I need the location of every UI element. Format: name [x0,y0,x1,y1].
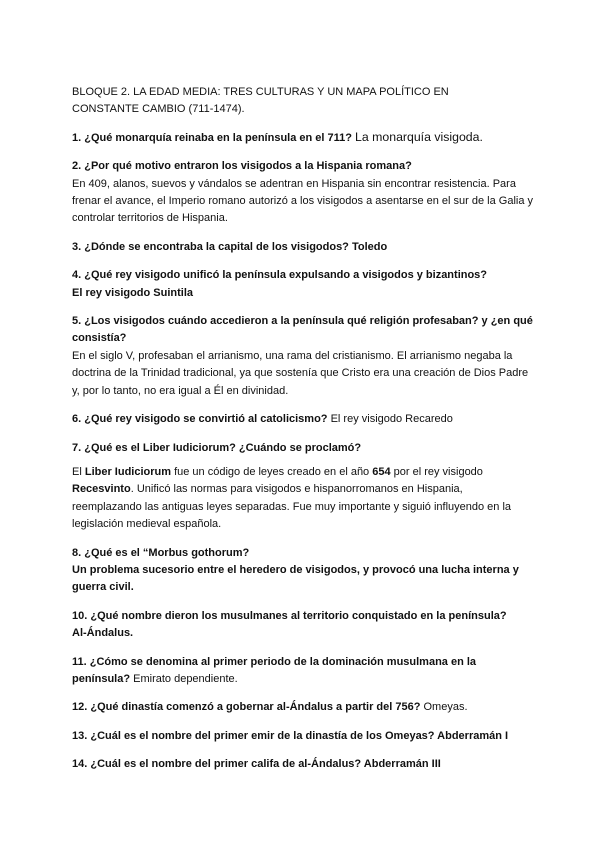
question-7-answer [72,464,534,534]
question-4 [72,267,534,302]
question-5-text: 5. ¿Los visigodos cuándo accedieron a la península qué religión profesaban? y ¿en qué consistía? [72,315,533,345]
question-11-line [72,654,534,689]
question-7 [72,440,534,534]
question-4-answer: El rey visigodo Suintila [72,286,194,299]
question-10 [72,608,534,643]
question-6-answer: El rey visigodo Recaredo [330,413,453,426]
question-13-text: 13. ¿Cuál es el nombre del primer emir de la dinastía de los Omeyas? Abderramán I [72,729,509,742]
q7-answer-part-1: El [72,465,85,478]
q7-answer-part-4: . Unificó las normas para visigodos e hispanorromanos en Hispania, reemplazando las antiguas leyes separadas. Fue muy importante y siguió influyendo en la legislación medieval española. [72,483,512,531]
q7-answer-part-3: por el rey visigodo [390,465,483,478]
q7-answer-part-2: fue un código de leyes creado en el año [171,465,373,478]
document-header [72,84,534,119]
question-12 [72,699,534,716]
question-14-text: 14. ¿Cuál es el nombre del primer califa de al-Ándalus? Abderramán III [72,758,441,771]
question-6 [72,411,534,428]
question-1-answer: La monarquía visigoda. [355,129,483,144]
question-3 [72,239,534,256]
document-page [72,84,534,785]
question-5-answer: En el siglo V, profesaban el arrianismo, una rama del cristianismo. El arrianismo negaba la doctrina de la Trinidad tradicional, ya que sostenía que Cristo era una creación de Dios Padre y, por lo tanto, no era igual a Él en divinidad. [72,349,529,397]
question-6-text: 6. ¿Qué rey visigodo se convirtió al catolicismo? [72,413,328,426]
question-10-answer: Al-Ándalus. [72,627,134,640]
question-5 [72,313,534,400]
question-8-answer: Un problema sucesorio entre el heredero de visigodos, y provocó una lucha interna y guerra civil. [72,563,519,594]
question-13 [72,728,534,745]
question-14 [72,756,534,773]
question-4-text: 4. ¿Qué rey visigodo unificó la península expulsando a visigodos y bizantinos? [72,269,488,282]
question-11 [72,654,534,689]
question-3-text: 3. ¿Dónde se encontraba la capital de los visigodos? Toledo [72,240,388,253]
question-11-answer: Emirato dependiente. [133,672,238,685]
question-12-text: 12. ¿Qué dinastía comenzó a gobernar al-Ándalus a partir del 756? [72,701,421,714]
question-2-answer: En 409, alanos, suevos y vándalos se adentran en Hispania sin encontrar resistencia. Para frenar el avance, el Imperio romano autorizó a los visigodos a asentarse en el sur de la Galia y controlar territorios de Hispania. [72,177,534,225]
question-11-text: 11. ¿Cómo se denomina al primer periodo de la dominación musulmana en la península? [72,655,477,685]
question-8-text: 8. ¿Qué es el “Morbus gothorum? [72,546,250,559]
header-line-1: BLOQUE 2. LA EDAD MEDIA: TRES CULTURAS Y UN MAPA POLÍTICO EN [72,86,449,98]
question-1-text: 1. ¿Qué monarquía reinaba en la península en el 711? [72,131,352,144]
q7-answer-year: 654 [372,465,391,478]
q7-answer-liber: Liber Iudiciorum [84,465,172,478]
question-12-answer: Omeyas. [423,701,468,714]
question-7-text: 7. ¿Qué es el Liber Iudiciorum? ¿Cuándo se proclamó? [72,441,362,454]
question-2 [72,158,534,228]
question-1 [72,129,534,147]
question-2-text: 2. ¿Por qué motivo entraron los visigodos a la Hispania romana? [72,160,412,173]
question-8 [72,545,534,597]
header-line-2: CONSTANTE CAMBIO (711-1474). [72,103,245,116]
q7-answer-king: Recesvinto [72,483,131,496]
question-10-text: 10. ¿Qué nombre dieron los musulmanes al territorio conquistado en la península? [72,609,507,622]
